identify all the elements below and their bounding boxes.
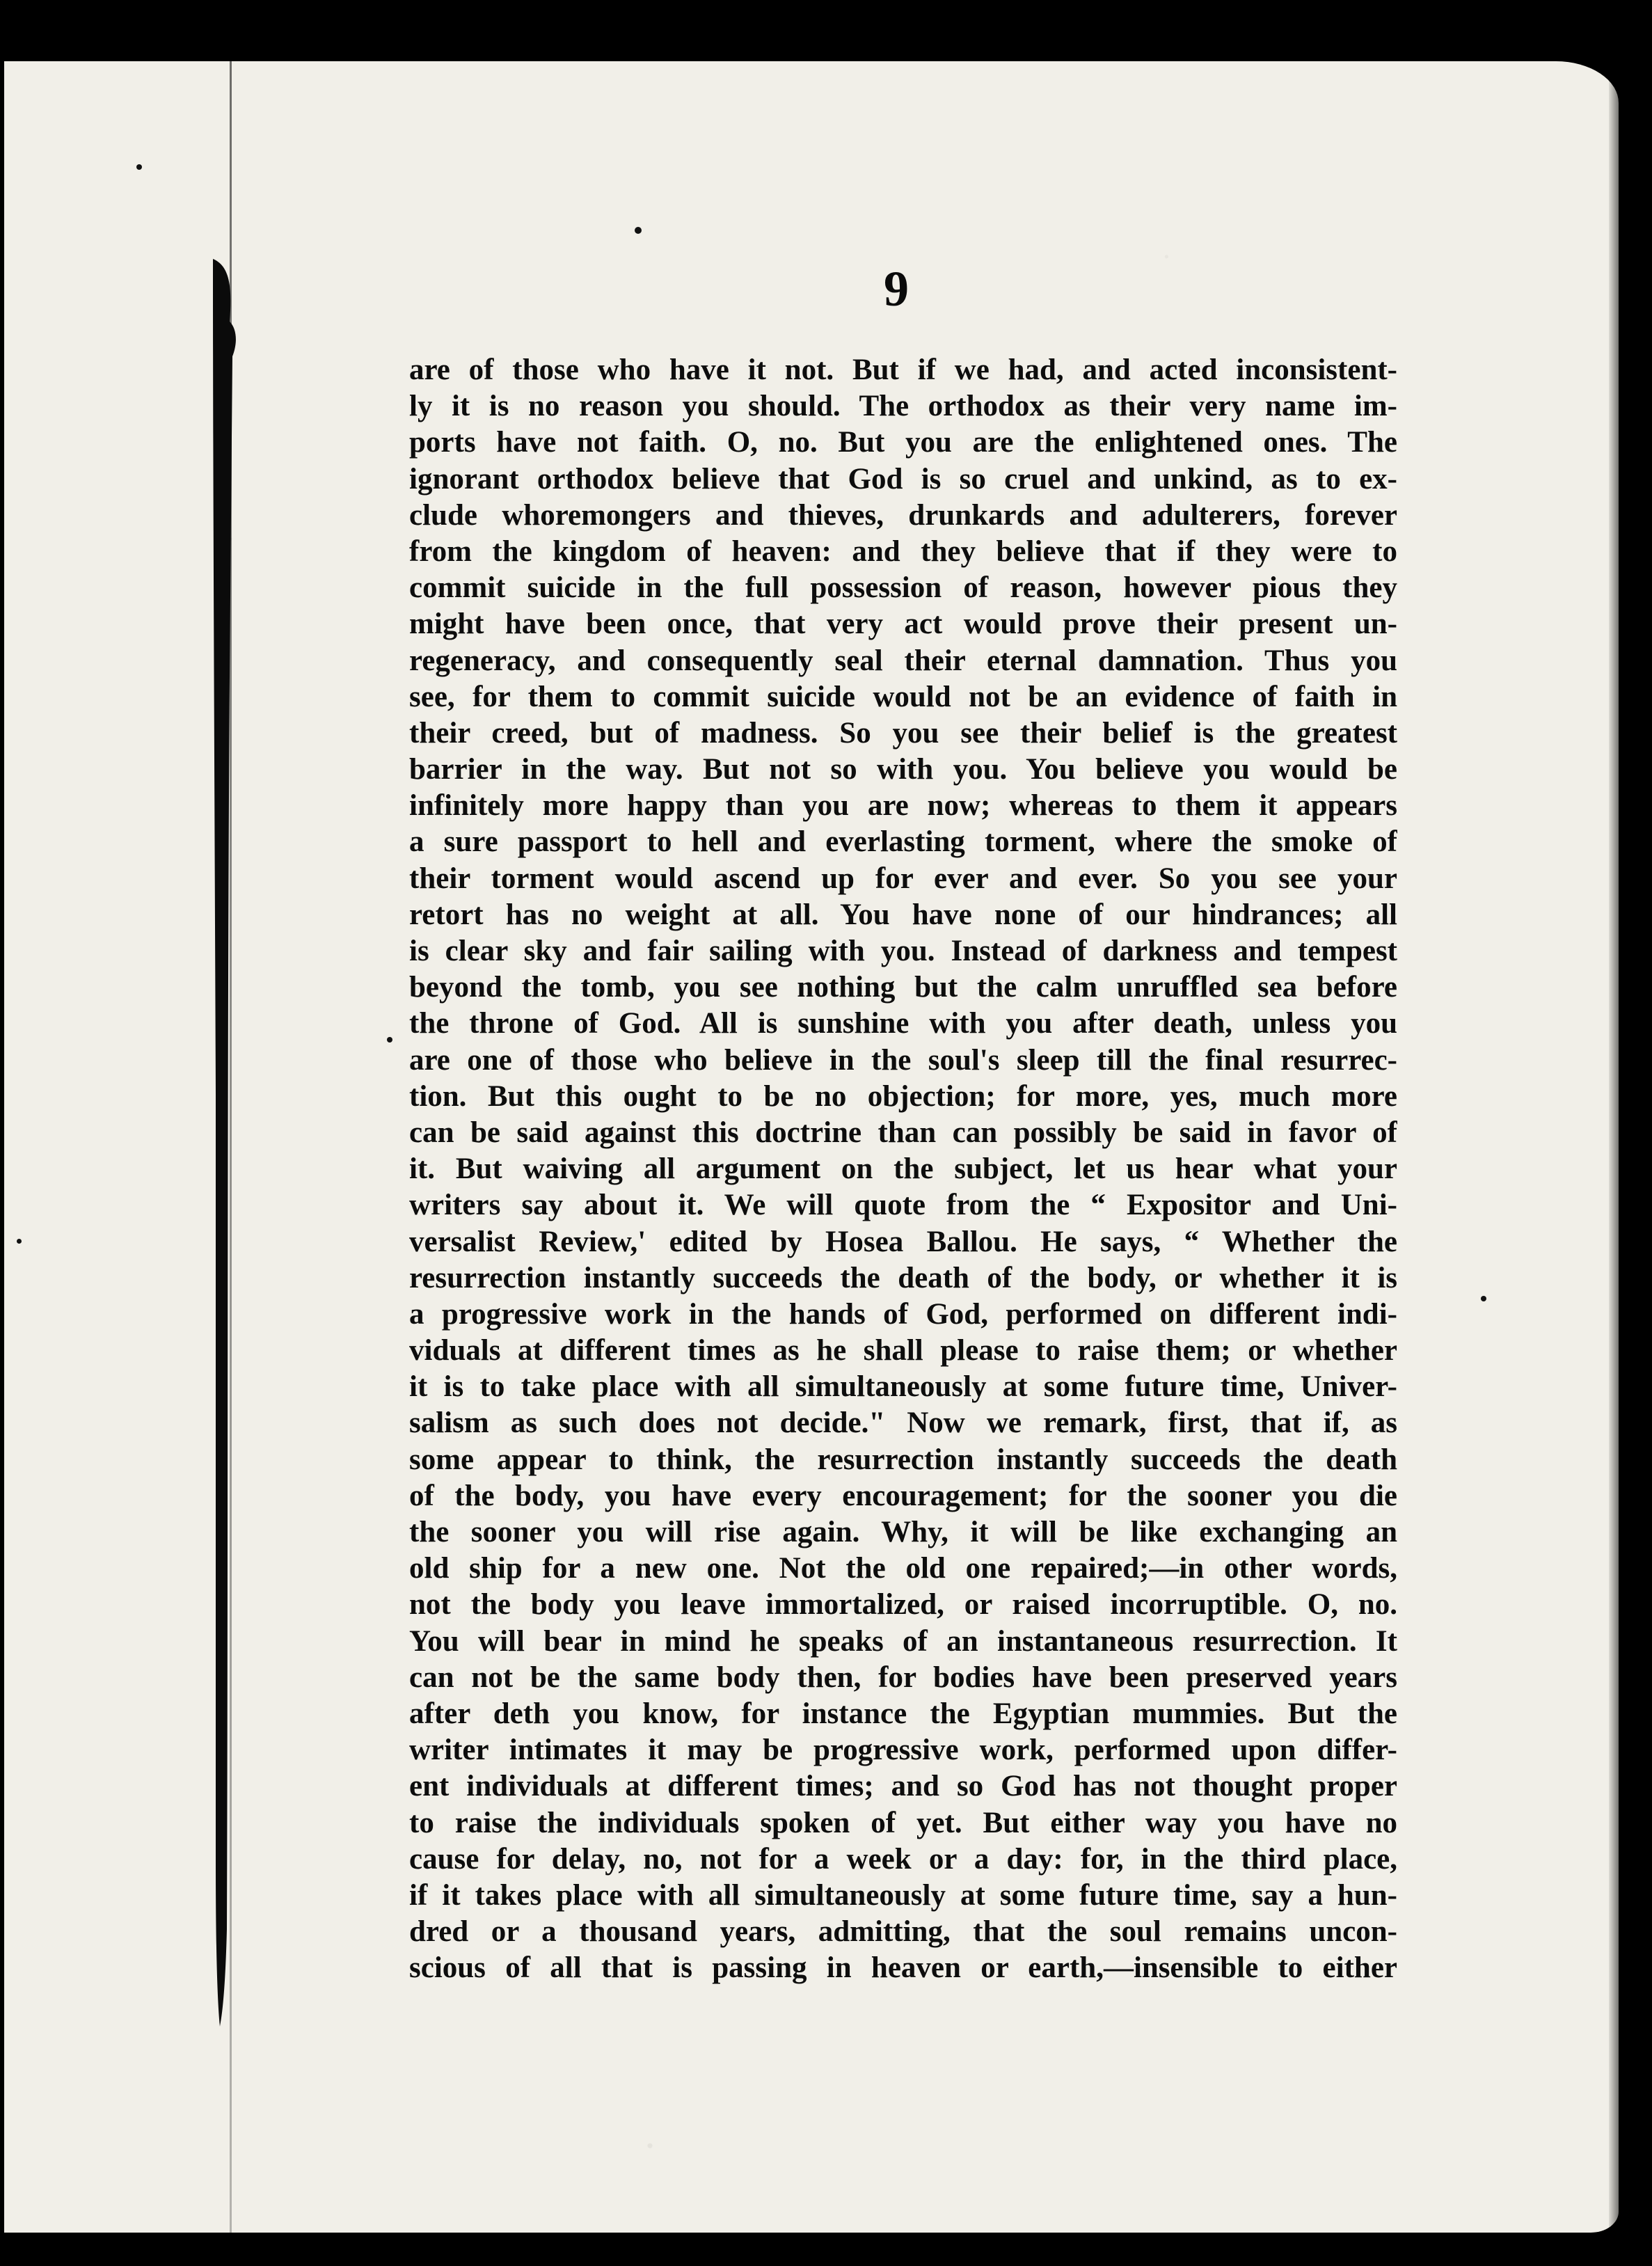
text-line: viduals at different times as he shall please to raise them; or whether	[409, 1334, 1397, 1368]
text-line: resurrection instantly succeeds the death of the body, or whether it is	[409, 1261, 1397, 1294]
dust-speck	[17, 1239, 22, 1244]
text-line: dred or a thousand years, admitting, that the soul remains uncon-	[409, 1915, 1397, 1949]
text-line: not the body you leave immortalized, or raised incorruptible. O, no.	[409, 1588, 1397, 1622]
text-line: their creed, but of madness. So you see their belief is the greatest	[409, 716, 1397, 750]
text-line: writers say about it. We will quote from the “ Expositor and Uni-	[409, 1189, 1397, 1222]
text-line: from the kingdom of heaven: and they believe that if they were to	[409, 534, 1397, 568]
dust-speck	[387, 1037, 392, 1043]
page-body-text	[409, 352, 1397, 1986]
text-line: commit suicide in the full possession of reason, however pious they	[409, 571, 1397, 605]
binding-ink-mark	[209, 259, 238, 2027]
dust-speck	[1481, 1296, 1486, 1301]
text-line: is clear sky and fair sailing with you. Instead of darkness and tempest	[409, 935, 1397, 967]
text-line: might have been once, that very act would prove their present un-	[409, 608, 1397, 641]
dust-speck	[635, 227, 642, 234]
text-line: scious of all that is passing in heaven or earth,—insensible to either	[409, 1951, 1397, 1985]
text-line: the throne of God. All is sunshine with you after death, unless you	[409, 1007, 1397, 1040]
text-line: a sure passport to hell and everlasting torment, where the smoke of	[409, 825, 1397, 859]
text-line: versalist Review,' edited by Hosea Ballou. He says, “ Whether the	[409, 1225, 1397, 1258]
page-number: 9	[884, 261, 909, 317]
text-line: ports have not faith. O, no. But you are the enlightened ones. The	[409, 426, 1397, 459]
text-line: see, for them to commit suicide would not be an evidence of faith in	[409, 680, 1397, 713]
text-line: can be said against this doctrine than can possibly be said in favor of	[409, 1116, 1397, 1149]
text-line: beyond the tomb, you see nothing but the calm unruffled sea before	[409, 971, 1397, 1004]
text-line: ignorant orthodox believe that God is so cruel and unkind, as to ex-	[409, 462, 1397, 496]
text-line: ly it is no reason you should. The orthodox as their very name im-	[409, 390, 1397, 423]
text-line: You will bear in mind he speaks of an instantaneous resurrection. It	[409, 1624, 1397, 1658]
text-line: the sooner you will rise again. Why, it will be like exchanging an	[409, 1516, 1397, 1548]
text-line: writer intimates it may be progressive work, performed upon differ-	[409, 1734, 1397, 1767]
text-line: barrier in the way. But not so with you. You believe you would be	[409, 753, 1397, 786]
text-line: after deth you know, for instance the Egyptian mummies. But the	[409, 1697, 1397, 1730]
text-line: ent individuals at different times; and so God has not thought proper	[409, 1770, 1397, 1803]
text-line: tion. But this ought to be no objection; for more, yes, much more	[409, 1079, 1397, 1113]
text-line: old ship for a new one. Not the old one repaired;—in other words,	[409, 1552, 1397, 1585]
text-line: to raise the individuals spoken of yet. But either way you have no	[409, 1806, 1397, 1839]
text-line: some appear to think, the resurrection instantly succeeds the death	[409, 1443, 1397, 1476]
text-line: clude whoremongers and thieves, drunkards and adulterers, forever	[409, 498, 1397, 532]
text-line: infinitely more happy than you are now; whereas to them it appears	[409, 789, 1397, 823]
text-line: can not be the same body then, for bodies have been preserved years	[409, 1661, 1397, 1694]
text-line: are of those who have it not. But if we had, and acted inconsistent-	[409, 354, 1397, 386]
text-line: cause for delay, no, not for a week or a day: for, in the third place,	[409, 1842, 1397, 1876]
text-line: their torment would ascend up for ever and ever. So you see your	[409, 862, 1397, 895]
text-line: if it takes place with all simultaneously at some future time, say a hun-	[409, 1878, 1397, 1912]
text-line: a progressive work in the hands of God, performed on different indi-	[409, 1297, 1397, 1331]
dust-speck	[136, 164, 142, 170]
text-line: it is to take place with all simultaneously at some future time, Univer-	[409, 1370, 1397, 1404]
page-fold-shadow	[1609, 61, 1619, 2233]
text-line: regeneracy, and consequently seal their eternal damnation. Thus you	[409, 644, 1397, 677]
text-line: of the body, you have every encouragement; for the sooner you die	[409, 1479, 1397, 1512]
text-line: retort has no weight at all. You have none of our hindrances; all	[409, 898, 1397, 931]
text-line: it. But waiving all argument on the subject, let us hear what your	[409, 1152, 1397, 1186]
text-line: are one of those who believe in the soul's sleep till the final resurrec-	[409, 1043, 1397, 1077]
text-line: salism as such does not decide." Now we remark, first, that if, as	[409, 1407, 1397, 1440]
